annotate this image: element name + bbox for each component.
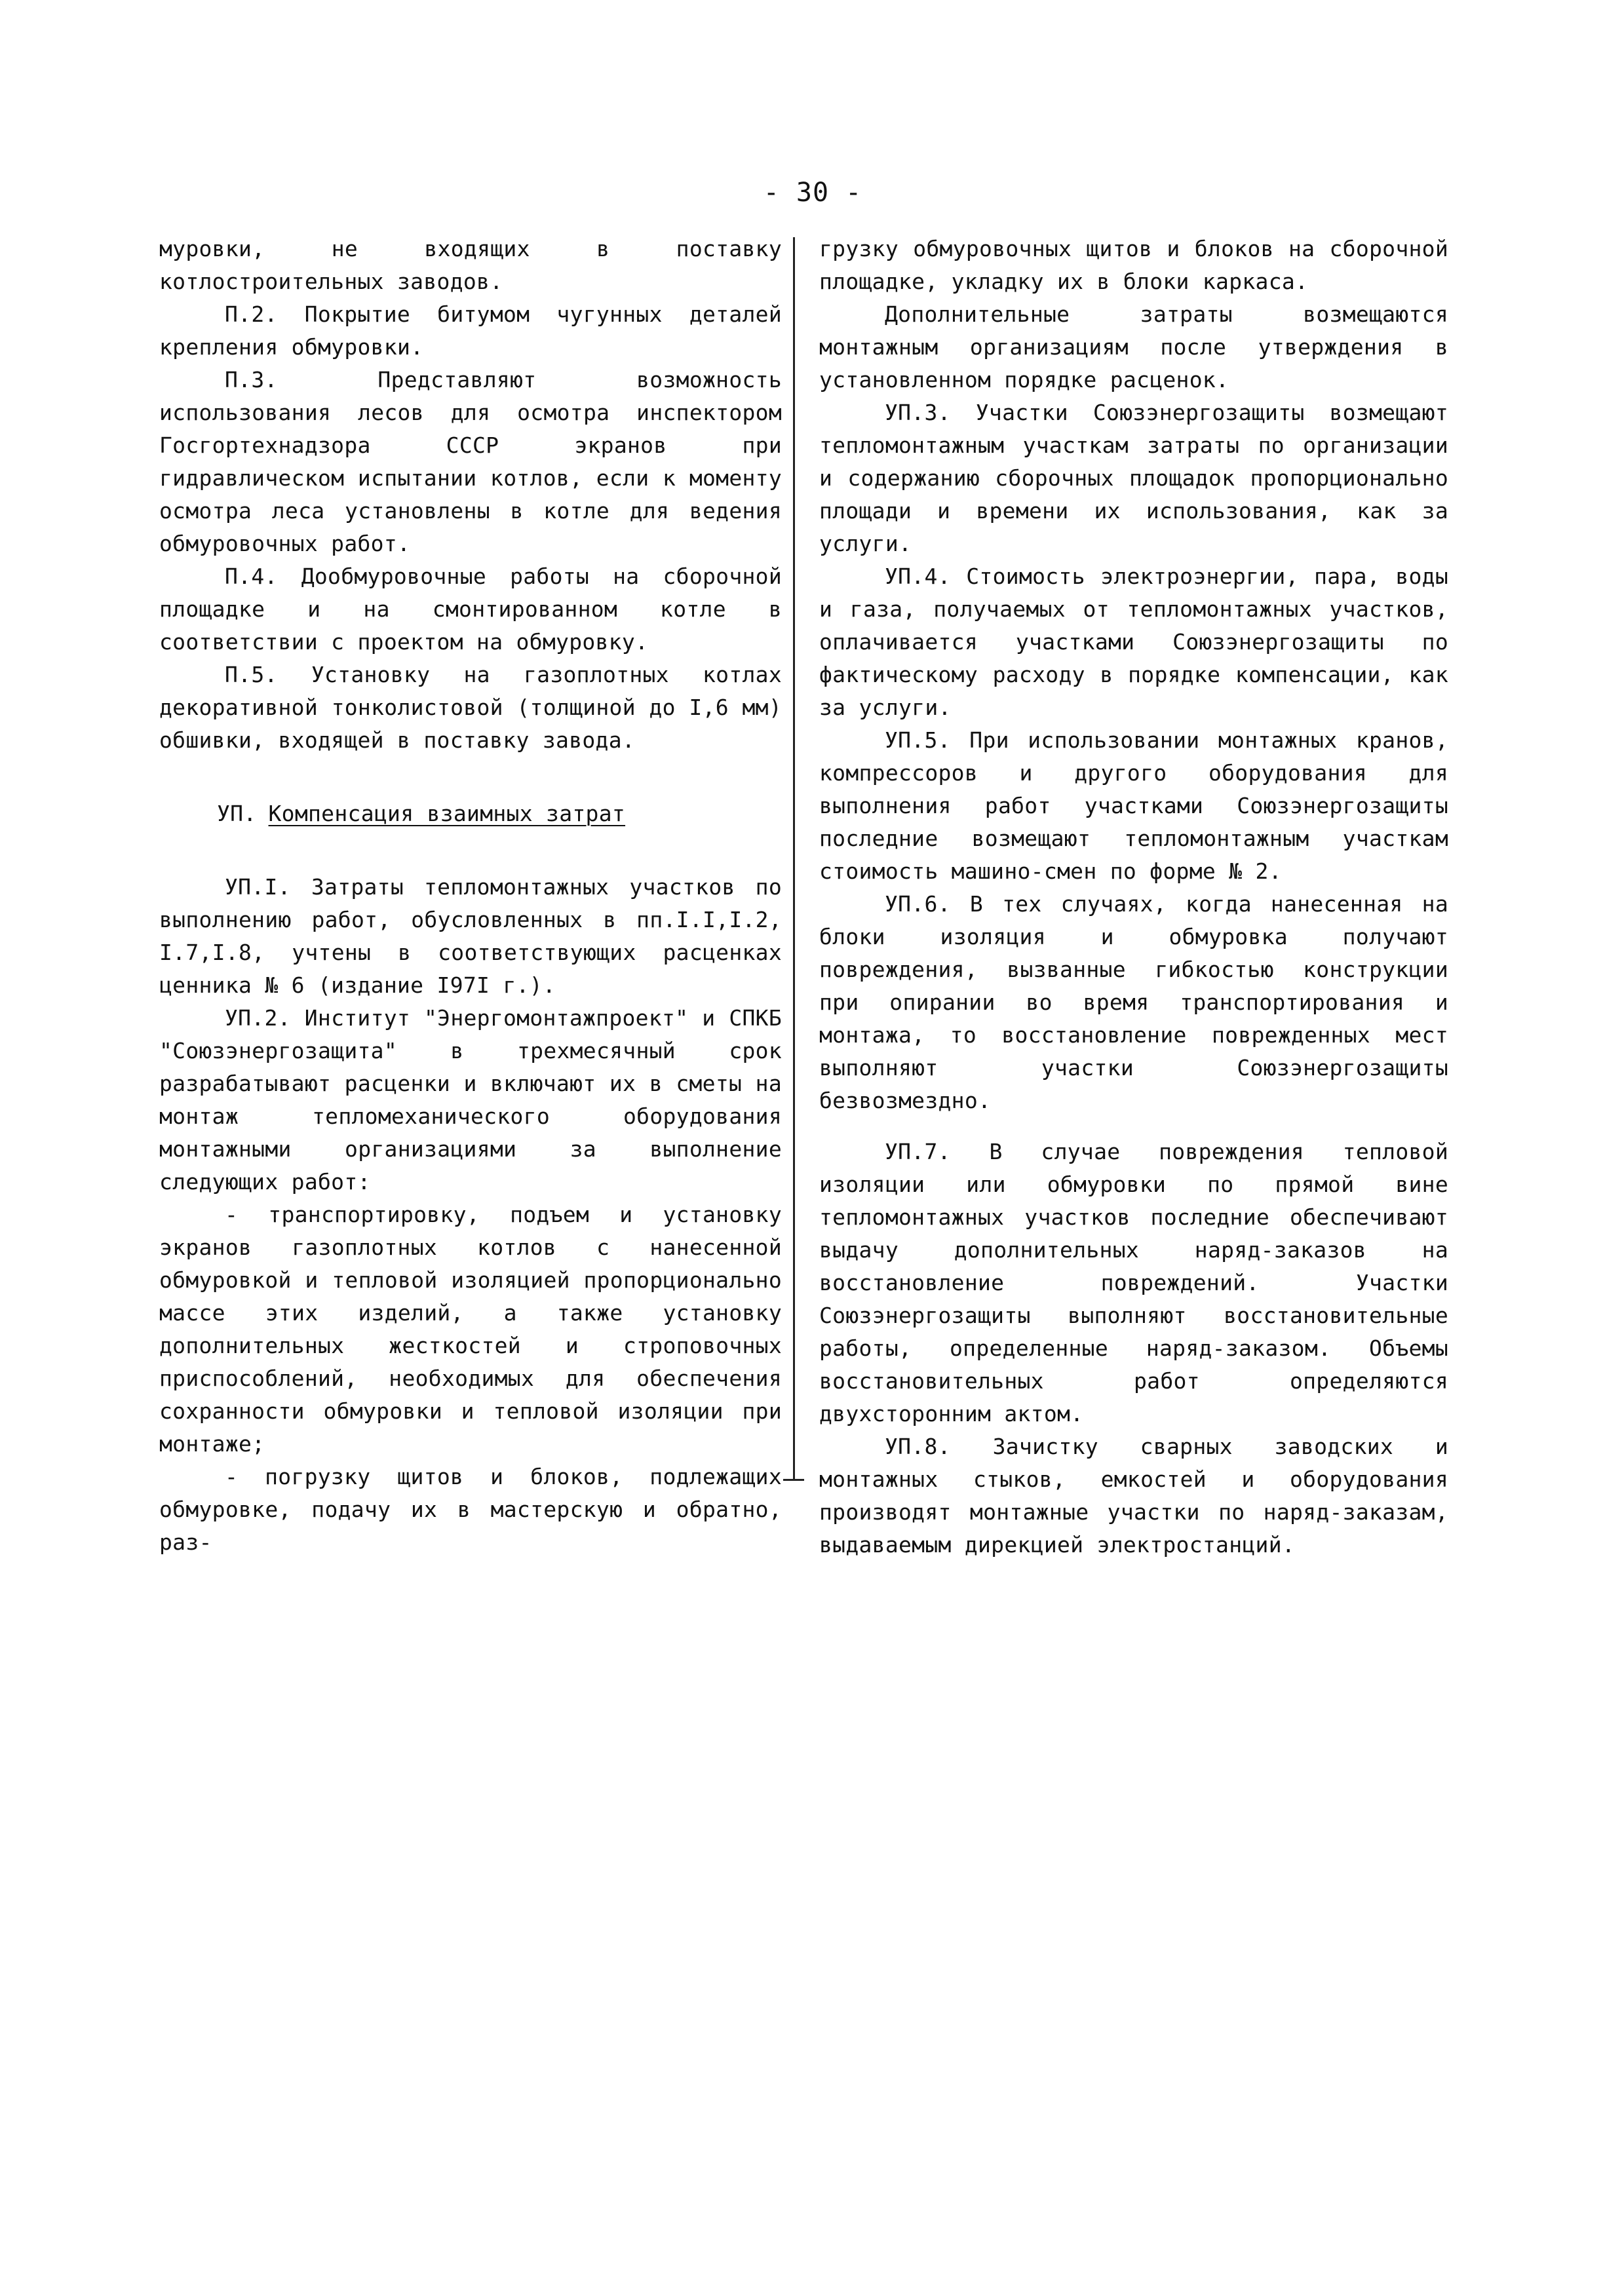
- left-column: [159, 233, 782, 1559]
- column-divider-end-mark: [783, 1479, 804, 1481]
- list-item-transport: - транспортировку, подъем и установку экранов газоплотных котлов с нанесенной обмуровкой и тепловой изоляцией пропорционально массе этих изделий, а также установку дополнительных жесткостей и строповочных приспособлений, необходимых для обеспечения сохранности обмуровки и тепловой изоляции при монтаже;: [159, 1202, 782, 1457]
- clause-p3: П.3. Представляют возможность использования лесов для осмотра инспектором Госгортехнадзора СССР экранов при гидравлическом испытании котлов, если к моменту осмотра леса установлены в котле для ведения обмуровочных работ.: [159, 367, 782, 556]
- left-paragraph-continuation: муровки, не входящих в поставку котлостроительных заводов.: [159, 236, 782, 294]
- clause-vii-4: УП.4. Стоимость электроэнергии, пара, воды и газа, получаемых от тепломонтажных участков, оплачивается участками Союзэнергозащиты по фактическому расходу в порядке компенсации, как за услуги.: [819, 564, 1448, 720]
- right-column: [819, 233, 1448, 1561]
- clause-p4: П.4. Дообмуровочные работы на сборочной площадке и на смонтированном котле в соответствии с проектом на обмуровку.: [159, 564, 782, 655]
- clause-vii-3: УП.3. Участки Союзэнергозащиты возмещают тепломонтажным участкам затраты по организации и содержанию сборочных площадок пропорционально площади и времени их использования, как за услуги.: [819, 400, 1448, 556]
- right-paragraph-continuation: грузку обмуровочных щитов и блоков на сборочной площадке, укладку их в блоки каркаса.: [819, 236, 1448, 294]
- clause-p2: П.2. Покрытие битумом чугунных деталей крепления обмуровки.: [159, 301, 782, 360]
- section-heading: [159, 797, 782, 830]
- additional-costs-paragraph: Дополнительные затраты возмещаются монтажным организациям после утверждения в установленном порядке расценок.: [819, 301, 1448, 392]
- clause-vii-6: УП.6. В тех случаях, когда нанесенная на блоки изоляция и обмуровка получают повреждения, вызванные гибкостью конструкции при опирании во время транспортирования и монтажа, то восстановление поврежденных мест выполняют участки Союзэнергозащиты безвозмездно.: [819, 891, 1448, 1113]
- section-number: УП.: [217, 801, 257, 826]
- clause-vii-2: УП.2. Институт "Энергомонтажпроект" и СПКБ "Союзэнергозащита" в трехмесячный срок разрабатывают расценки и включают их в сметы на монтаж тепломеханического оборудования монтажными организациями за выполнение следующих работ:: [159, 1005, 782, 1195]
- list-item-loading: - погрузку щитов и блоков, подлежащих обмуровке, подачу их в мастерскую и обратно, раз-: [159, 1464, 782, 1555]
- clause-vii-7: УП.7. В случае повреждения тепловой изоляции или обмуровки по прямой вине тепломонтажных участков последние обеспечивают выдачу дополнительных наряд-заказов на восстановление повреждений. Участки Союзэнергозащиты выполняют восстановительные работы, определенные наряд-заказом. Объемы восстановительных работ определяются двухсторонним актом.: [819, 1139, 1448, 1426]
- clause-vii-5: УП.5. При использовании монтажных кранов, компрессоров и другого оборудования для выполнения работ участками Союзэнергозащиты последние возмещают тепломонтажным участкам стоимость машино-смен по форме № 2.: [819, 727, 1448, 884]
- clause-p5: П.5. Установку на газоплотных котлах декоративной тонколистовой (толщиной до I,6 мм) обшивки, входящей в поставку завода.: [159, 662, 782, 753]
- page-number: - 30 -: [763, 178, 862, 208]
- clause-vii-1: УП.I. Затраты тепломонтажных участков по выполнению работ, обусловленных в пп.I.I,I.2, I.7,I.8, учтены в соответствующих расценках ценника № 6 (издание I97I г.).: [159, 874, 782, 998]
- clause-vii-8: УП.8. Зачистку сварных заводских и монтажных стыков, емкостей и оборудования производят монтажные участки по наряд-заказам, выдаваемым дирекцией электростанций.: [819, 1434, 1448, 1558]
- column-divider: [793, 237, 795, 1481]
- section-title: Компенсация взаимных затрат: [268, 801, 626, 826]
